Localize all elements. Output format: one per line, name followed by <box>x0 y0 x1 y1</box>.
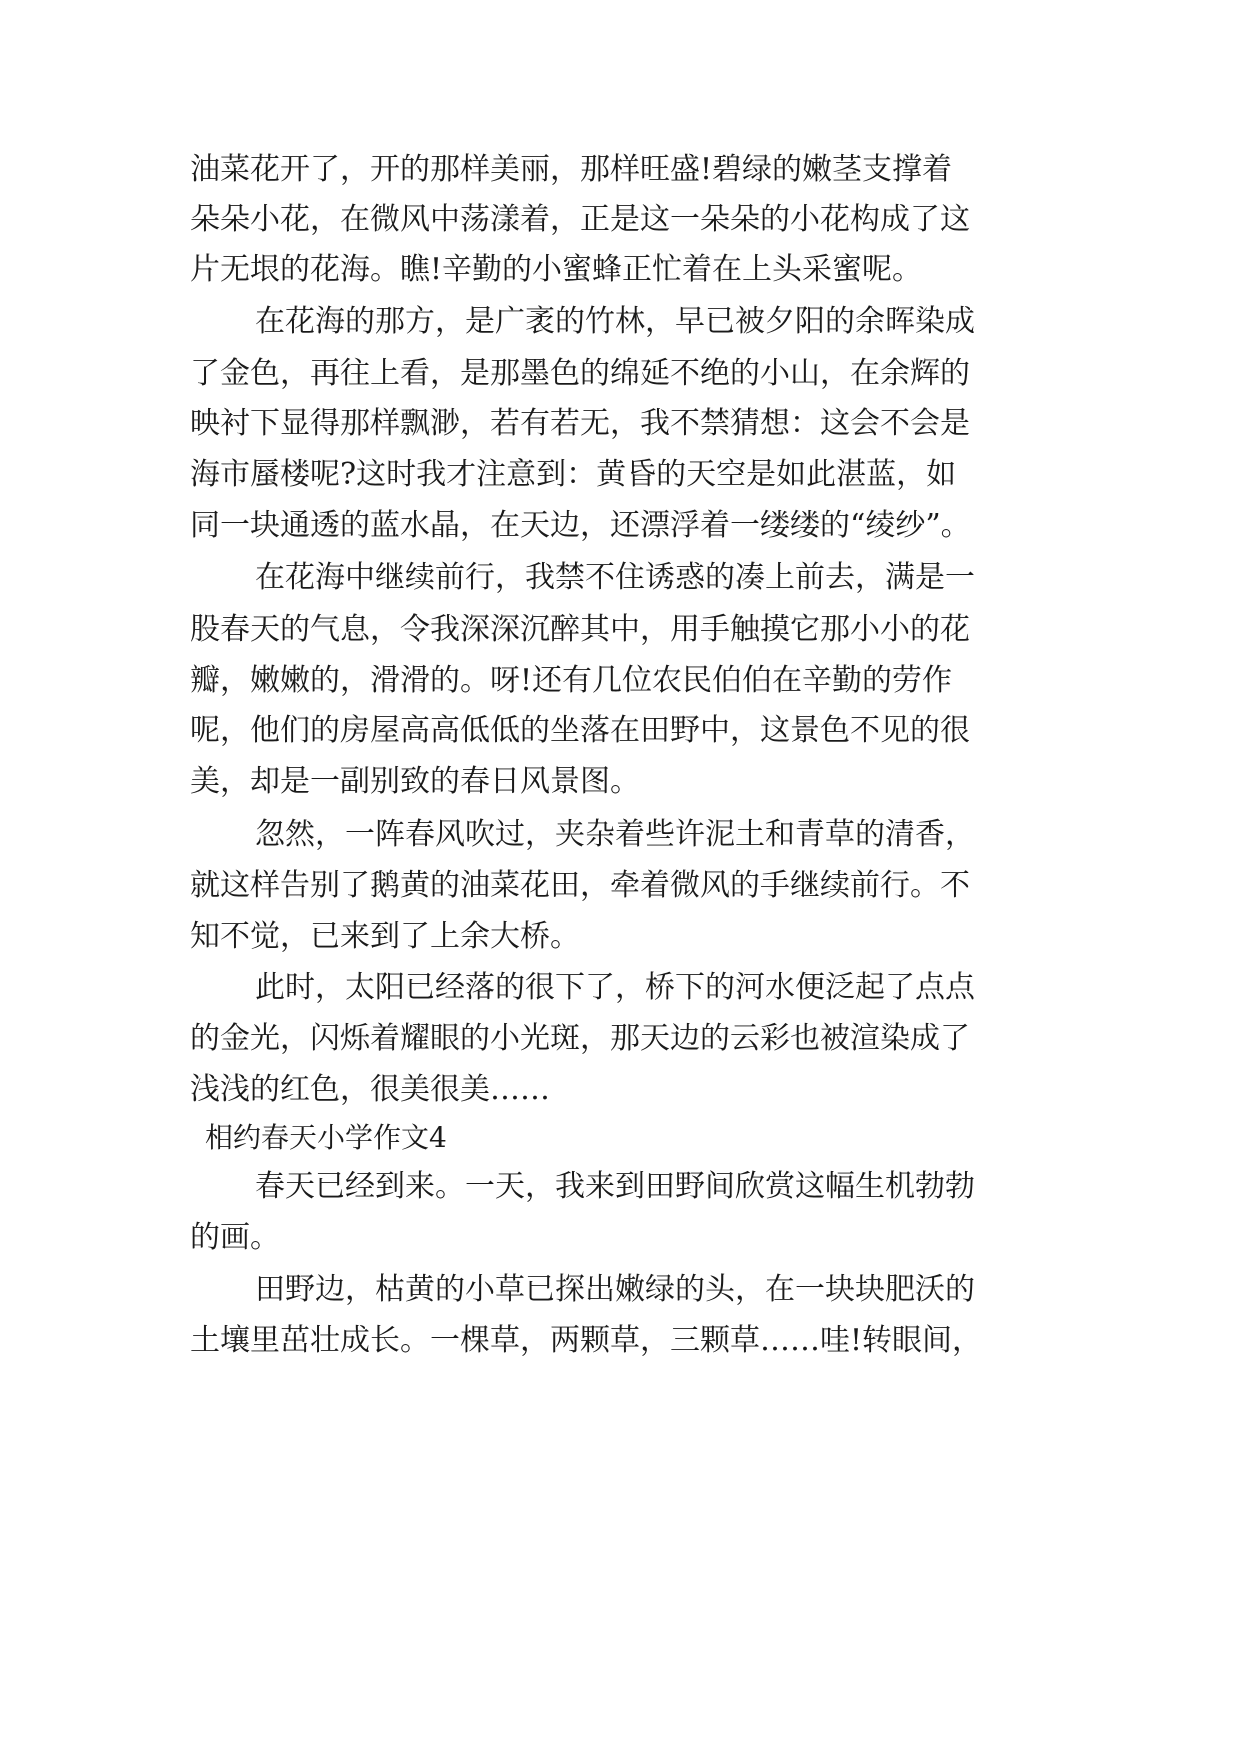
text-line: 海市蜃楼呢?这时我才注意到：黄昏的天空是如此湛蓝，如 <box>190 457 957 492</box>
text-line: 浅浅的红色，很美很美…… <box>190 1072 550 1107</box>
text-line: 知不觉，已来到了上余大桥。 <box>190 919 580 954</box>
text-line: 在花海的那方，是广袤的竹林，早已被夕阳的余晖染成 <box>255 304 975 339</box>
text-line: 股春天的气息，令我深深沉醉其中，用手触摸它那小小的花 <box>190 612 970 647</box>
text-line: 的金光，闪烁着耀眼的小光斑，那天边的云彩也被渲染成了 <box>190 1021 970 1056</box>
text-line: 忽然，一阵春风吹过，夹杂着些许泥土和青草的清香， <box>255 817 975 852</box>
text-line: 的画。 <box>190 1220 280 1255</box>
text-line: 就这样告别了鹅黄的油菜花田，牵着微风的手继续前行。不 <box>190 868 970 903</box>
text-line: 在花海中继续前行，我禁不住诱惑的凑上前去，满是一 <box>255 560 975 595</box>
text-line: 了金色，再往上看，是那墨色的绵延不绝的小山，在余辉的 <box>190 356 970 391</box>
text-line: 春天已经到来。一天，我来到田野间欣赏这幅生机勃勃 <box>255 1169 975 1204</box>
text-line: 油菜花开了，开的那样美丽，那样旺盛!碧绿的嫩茎支撑着 <box>190 152 953 187</box>
text-line: 映衬下显得那样飘渺，若有若无，我不禁猜想：这会不会是 <box>190 406 970 441</box>
text-line: 土壤里茁壮成长。一棵草，两颗草，三颗草……哇!转眼间， <box>190 1323 983 1358</box>
text-line: 朵朵小花，在微风中荡漾着，正是这一朵朵的小花构成了这 <box>190 202 970 237</box>
text-line: 此时，太阳已经落的很下了，桥下的河水便泛起了点点 <box>255 970 975 1005</box>
text-line: 同一块通透的蓝水晶，在天边，还漂浮着一缕缕的“绫纱”。 <box>190 508 971 543</box>
section-heading: 相约春天小学作文4 <box>205 1121 447 1154</box>
text-line: 呢，他们的房屋高高低低的坐落在田野中，这景色不见的很 <box>190 713 970 748</box>
text-line: 瓣，嫩嫩的，滑滑的。呀!还有几位农民伯伯在辛勤的劳作 <box>190 663 953 698</box>
text-line: 片无垠的花海。瞧!辛勤的小蜜蜂正忙着在上头采蜜呢。 <box>190 252 923 287</box>
text-line: 田野边，枯黄的小草已探出嫩绿的头，在一块块肥沃的 <box>255 1272 975 1307</box>
text-line: 美，却是一副别致的春日风景图。 <box>190 764 640 799</box>
